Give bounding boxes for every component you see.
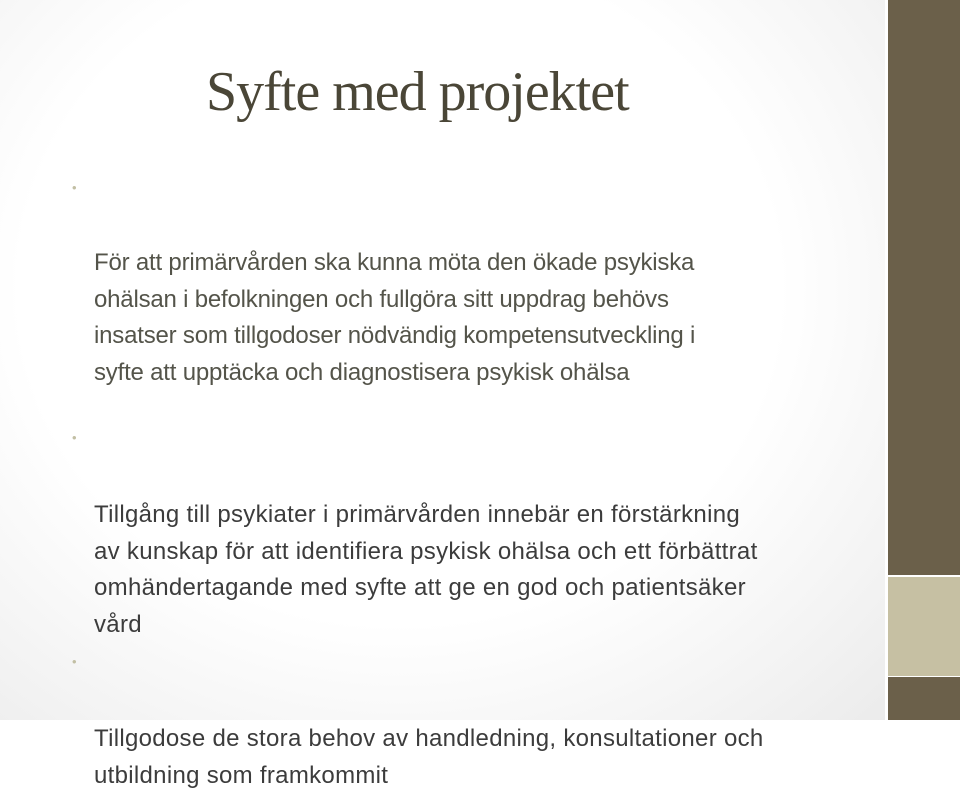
side-bar-bottom-block <box>888 677 960 720</box>
side-decoration-bar <box>888 0 960 720</box>
bullet-item <box>72 648 854 794</box>
slide-title: Syfte med projektet <box>206 61 629 123</box>
bullet-dot-icon: • <box>72 430 77 445</box>
bullet-item <box>72 424 854 643</box>
side-bar-top-block <box>888 0 960 577</box>
bullet-dot-icon: • <box>72 654 77 669</box>
bullet-item <box>72 172 854 391</box>
bullet-text: Tillgodose de stora behov av handledning, konsultationer och utbildning som framkommit <box>94 725 764 789</box>
side-bar-middle-block <box>888 577 960 677</box>
bullet-list <box>72 172 854 794</box>
bullet-dot-icon: • <box>72 180 77 195</box>
bullet-text: För att primärvården ska kunna möta den ökade psykiska ohälsan i befolkningen och fullgöra sitt uppdrag behövs insatser som tillgodoser nödvändig kompetensutveckling i syfte att upptäcka och diagnostisera psykisk ohälsa <box>94 249 696 386</box>
bullet-text: Tillgång till psykiater i primärvården innebär en förstärkning av kunskap för att identifiera psykisk ohälsa och ett förbättrat omhändertagande med syfte att ge en god och patientsäker vård <box>94 501 758 638</box>
